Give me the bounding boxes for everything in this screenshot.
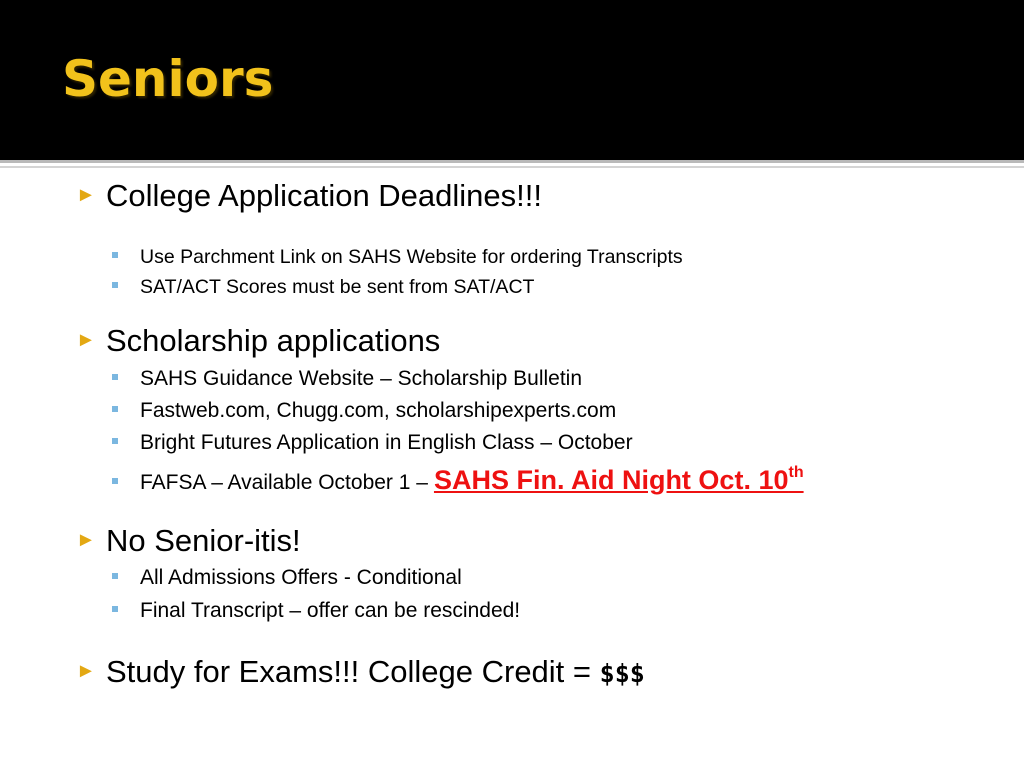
sub-bullet-text: SAHS Guidance Website – Scholarship Bulletin bbox=[140, 367, 583, 390]
sub-bullet-scholarship-sites bbox=[112, 400, 616, 421]
highlight-text: SAHS Fin. Aid Night Oct. 10 bbox=[433, 465, 789, 495]
highlight-superscript: th bbox=[788, 464, 804, 481]
square-bullet-icon bbox=[112, 252, 118, 258]
bullet-heading: Scholarship applications bbox=[106, 323, 441, 358]
arrow-bullet-icon: ► bbox=[76, 529, 96, 551]
bullet-scholarships bbox=[76, 325, 440, 356]
sub-bullet-text: Use Parchment Link on SAHS Website for ordering Transcripts bbox=[140, 246, 683, 268]
bullet-college-deadlines bbox=[76, 180, 542, 211]
square-bullet-icon bbox=[112, 374, 118, 380]
arrow-bullet-icon: ► bbox=[76, 329, 96, 351]
slide-title: Seniors bbox=[62, 50, 274, 108]
arrow-bullet-icon: ► bbox=[76, 184, 96, 206]
sub-bullet-parchment bbox=[112, 248, 683, 268]
bullet-no-senior-itis bbox=[76, 525, 301, 556]
bullet-heading: College Application Deadlines!!! bbox=[106, 178, 542, 213]
sub-bullet-guidance-website bbox=[112, 368, 582, 389]
square-bullet-icon bbox=[112, 282, 118, 288]
sub-bullet-text: SAT/ACT Scores must be sent from SAT/ACT bbox=[140, 276, 535, 298]
sub-bullet-bright-futures bbox=[112, 432, 633, 453]
sub-bullet-admissions-offers bbox=[112, 567, 462, 588]
sub-bullet-text: Final Transcript – offer can be rescinded! bbox=[140, 599, 521, 622]
sub-bullet-text: All Admissions Offers - Conditional bbox=[140, 566, 462, 589]
fin-aid-night-highlight bbox=[434, 465, 804, 495]
square-bullet-icon bbox=[112, 606, 118, 612]
bullet-heading: Study for Exams!!! College Credit = bbox=[106, 654, 592, 689]
arrow-bullet-icon: ► bbox=[76, 660, 96, 682]
sub-bullet-sat-act bbox=[112, 278, 534, 298]
square-bullet-icon bbox=[112, 406, 118, 412]
square-bullet-icon bbox=[112, 438, 118, 444]
money-symbols: $$$ bbox=[599, 659, 645, 688]
sub-bullet-text: Bright Futures Application in English Class – October bbox=[140, 431, 633, 454]
sub-bullet-final-transcript bbox=[112, 600, 520, 621]
sub-bullet-fafsa bbox=[112, 464, 804, 495]
bullet-study-for-exams bbox=[76, 656, 645, 687]
bullet-heading: No Senior-itis! bbox=[106, 523, 301, 558]
sub-bullet-text: Fastweb.com, Chugg.com, scholarshipexperts.com bbox=[140, 399, 617, 422]
sub-bullet-text: FAFSA – Available October 1 – bbox=[140, 471, 428, 494]
square-bullet-icon bbox=[112, 573, 118, 579]
square-bullet-icon bbox=[112, 478, 118, 484]
